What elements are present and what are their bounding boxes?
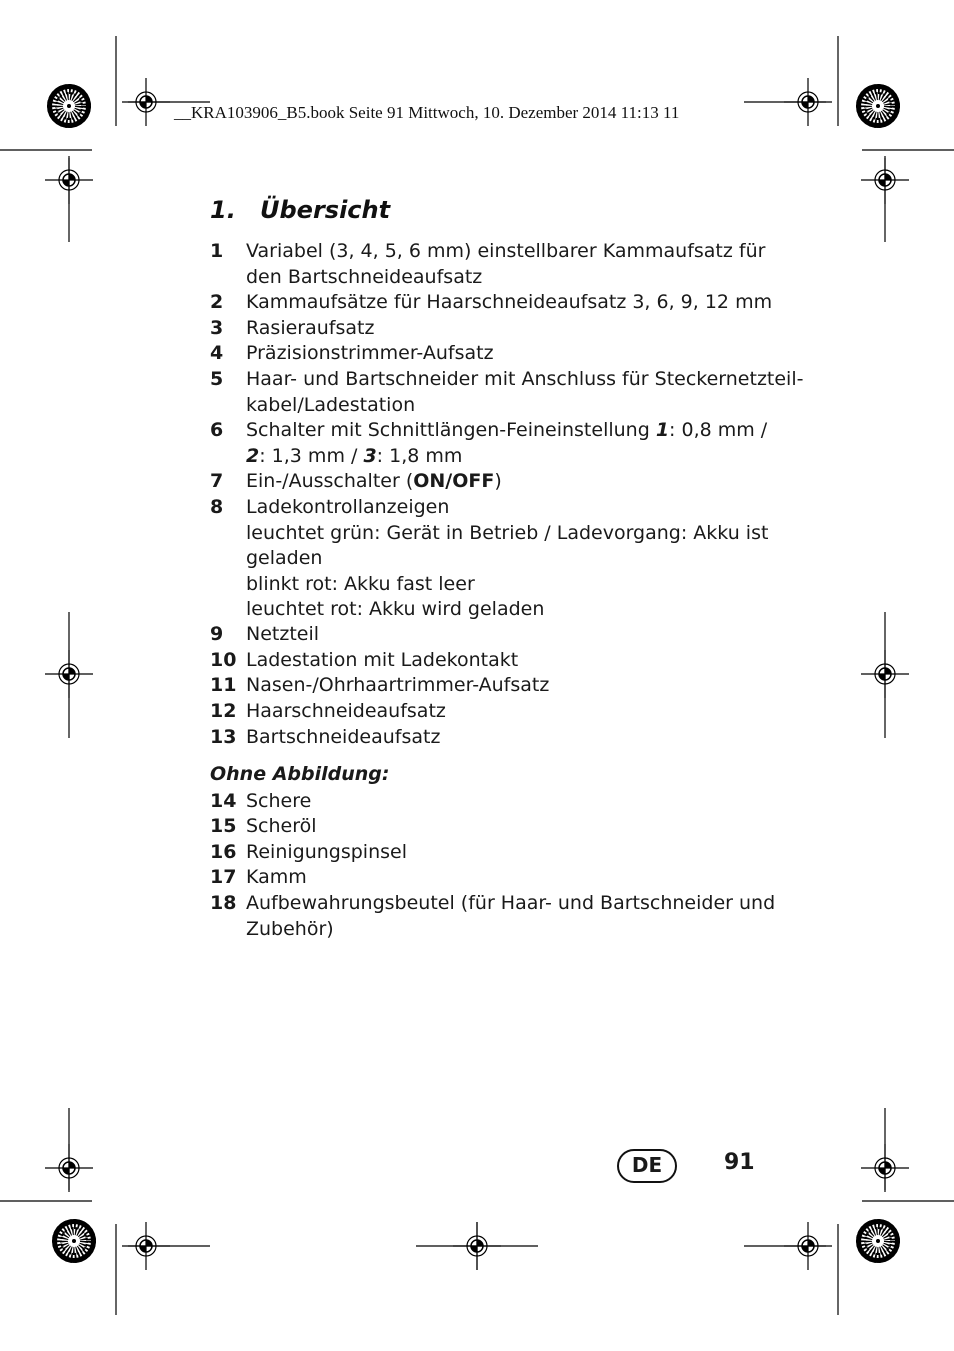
item-text-continued: geladen <box>246 547 323 569</box>
page-number: 91 <box>724 1150 755 1175</box>
item-number: 6 <box>210 419 224 441</box>
item-text: Kammaufsätze für Haarschneideaufsatz 3, 6, 9, 12 mm <box>246 291 773 313</box>
off-label: OFF <box>452 470 495 492</box>
item-number: 1 <box>210 240 224 262</box>
item-number: 16 <box>210 841 237 863</box>
on-off-separator: / <box>445 470 453 492</box>
language-badge: DE <box>617 1149 677 1183</box>
item-number: 12 <box>210 700 237 722</box>
item-text: : 0,8 mm / <box>669 419 768 441</box>
item-text: Schere <box>246 790 312 812</box>
item-number: 10 <box>210 649 237 671</box>
item-text: : 1,8 mm <box>376 444 463 467</box>
item-text: Scheröl <box>246 815 317 837</box>
item-number: 3 <box>210 317 224 339</box>
print-file-info: __KRA103906_B5.book Seite 91 Mittwoch, 10. Dezember 2014 11:13 11 <box>174 103 680 122</box>
item-number: 2 <box>210 291 224 313</box>
item-text: Präzisionstrimmer-Aufsatz <box>246 342 494 364</box>
setting-1-marker: 1 <box>655 419 670 441</box>
item-text-continued: kabel/Ladestation <box>246 393 416 416</box>
section-title-text: Übersicht <box>260 196 391 224</box>
item-text: Kamm <box>246 866 307 888</box>
item-text: Rasieraufsatz <box>246 317 375 339</box>
item-number: 5 <box>210 368 224 390</box>
item-text: Haar- und Bartschneider mit Anschluss für Steckernetzteil- <box>246 368 804 390</box>
item-number: 15 <box>210 815 237 837</box>
item-text-continued: leuchtet rot: Akku wird geladen <box>246 598 545 620</box>
item-text: Schalter mit Schnittlängen-Feineinstellung <box>246 419 656 441</box>
item-number: 9 <box>210 623 224 645</box>
item-text: Ladekontrollanzeigen <box>246 496 450 518</box>
item-number: 7 <box>210 470 224 492</box>
item-number: 18 <box>210 892 237 914</box>
item-text: Aufbewahrungsbeutel (für Haar- und Bartschneider und <box>246 892 776 914</box>
item-text: : 1,3 mm / <box>259 444 364 467</box>
setting-3-marker: 3 <box>363 444 377 467</box>
setting-2-marker: 2 <box>246 444 260 467</box>
item-text: Netzteil <box>246 623 320 645</box>
item-text-continued: Zubehör) <box>246 917 334 940</box>
item-text: Haarschneideaufsatz <box>246 700 446 722</box>
on-label: ON <box>413 470 446 492</box>
section-title <box>210 196 390 224</box>
item-number: 13 <box>210 726 237 748</box>
item-number: 14 <box>210 790 237 812</box>
item-text: Nasen-/Ohrhaartrimmer-Aufsatz <box>246 674 550 696</box>
item-text: Reinigungspinsel <box>246 841 407 863</box>
item-text-continued: leuchtet grün: Gerät in Betrieb / Ladevorgang: Akku ist <box>246 521 769 544</box>
item-number: 8 <box>210 496 224 518</box>
section-number: 1. <box>210 196 236 224</box>
item-number: 11 <box>210 674 237 696</box>
item-number: 17 <box>210 866 237 888</box>
item-text: Ladestation mit Ladekontakt <box>246 649 519 671</box>
item-text-continued: blinkt rot: Akku fast leer <box>246 572 475 595</box>
item-text: Bartschneideaufsatz <box>246 726 441 748</box>
item-text-continued: den Bartschneideaufsatz <box>246 265 483 288</box>
item-text: Ein-/Ausschalter ( <box>246 470 414 492</box>
item-text: Variabel (3, 4, 5, 6 mm) einstellbarer Kammaufsatz für <box>246 240 766 262</box>
without-figure-heading: Ohne Abbildung: <box>210 763 390 785</box>
item-text: ) <box>494 470 502 492</box>
item-number: 4 <box>210 342 224 364</box>
